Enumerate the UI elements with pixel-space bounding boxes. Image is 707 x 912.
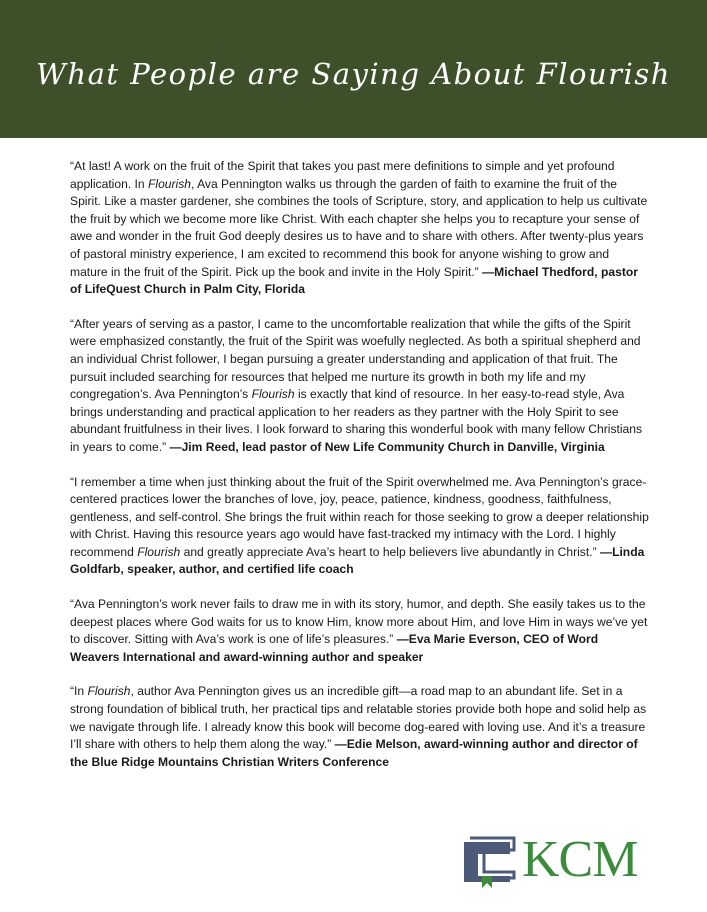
testimonial-item	[70, 158, 650, 299]
book-title: Flourish	[148, 176, 192, 191]
testimonial-item	[70, 683, 650, 771]
testimonial-item	[70, 316, 650, 457]
book-title: Flourish	[251, 387, 295, 402]
testimonial-item	[70, 474, 650, 580]
testimonial-quote-lead: “Ava Pennington’s work never fails to draw me in with its story, humor, and depth. She easily takes us to the deepest places where God waits for us to know Him, know more about Him, and love Him in ways we’ve yet to discover. Sitting with Ava’s work is one of life’s pleasures.”	[70, 597, 648, 647]
testimonial-quote-lead: “At last! A work on the fruit of the Spirit that takes you past mere definitions to simple and yet profound application. In	[70, 159, 615, 191]
page-title: What People are Saying About Flourish	[36, 57, 671, 91]
book-bookmark-icon	[456, 832, 520, 888]
testimonial-attribution: —Edie Melson, award-winning author and director of the Blue Ridge Mountains Christian Writers Conference	[70, 737, 638, 769]
book-title: Flourish	[137, 544, 181, 559]
page-header	[0, 0, 707, 138]
testimonial-attribution: —Jim Reed, lead pastor of New Life Community Church in Danville, Virginia	[169, 439, 605, 454]
testimonials-list	[70, 158, 650, 788]
testimonial-quote-rest: , Ava Pennington walks us through the garden of faith to examine the fruit of the Spirit. Like a master gardener, she combines the tools of Scripture, story, and application to help us cultivate the fruit by which we become more like Christ. With each chapter she helps you to recapture your sense of awe and wonder in the fruit God deeply desires us to have and to share with others. After twenty-plus years of pastoral ministry experience, I am excited to recommend this book for anyone wishing to grow and mature in the fruit of the Spirit. Pick up the book and invite in the Holy Spirit.”	[70, 176, 648, 279]
book-title: Flourish	[87, 684, 131, 699]
testimonial-attribution: —Linda Goldfarb, speaker, author, and certified life coach	[70, 544, 645, 577]
testimonial-quote-rest: is exactly that kind of resource. In her easy-to-read style, Ava brings understanding and practical application to her readers as they partner with the Holy Spirit to see abundant fruitfulness in their lives. I look forward to sharing this wonderful book with many fellow Christians in years to come.”	[70, 387, 643, 454]
testimonial-attribution: —Michael Thedford, pastor of LifeQuest Church in Palm City, Florida	[70, 264, 638, 297]
logo-text: KCM	[522, 831, 638, 888]
testimonial-quote-rest: , author Ava Pennington gives us an incredible gift—a road map to an abundant life. Set in a strong foundation of biblical truth, her practical tips and relatable stories provide both hope and solid help as we navigate through life. I already know this book will become dog-eared with loving use. And it’s a treasure I’ll share with others to help them along the way.”	[70, 684, 647, 752]
publisher-logo	[456, 832, 666, 888]
testimonial-quote-rest: and greatly appreciate Ava’s heart to help believers live abundantly in Christ.”	[180, 544, 600, 559]
testimonial-quote-lead: “After years of serving as a pastor, I came to the uncomfortable realization that while the gifts of the Spirit were emphasized constantly, the fruit of the Spirit was woefully neglected. As both a spiritual shepherd and an individual Christ follower, I began pursuing a greater understanding and application of that fruit. The pursuit included searching for resources that helped me nurture its growth in both my life and my congregation’s. Ava Pennington’s	[70, 316, 641, 402]
testimonial-attribution: —Eva Marie Everson, CEO of Word Weavers International and award-winning author and speaker	[70, 632, 599, 664]
testimonial-item	[70, 596, 650, 666]
testimonial-quote-lead: “I remember a time when just thinking about the fruit of the Spirit overwhelmed me. Ava Pennington’s grace-centered practices lower the branches of love, joy, peace, patience, kindness, goodness, faithfulness, gentleness, and self-control. She brings the fruit within reach for those seeking to grow a deeper relationship with Christ. Having this resource years ago would have fast-tracked my intimacy with the Lord. I highly recommend	[70, 474, 649, 559]
testimonial-quote-lead: “In	[70, 684, 88, 699]
